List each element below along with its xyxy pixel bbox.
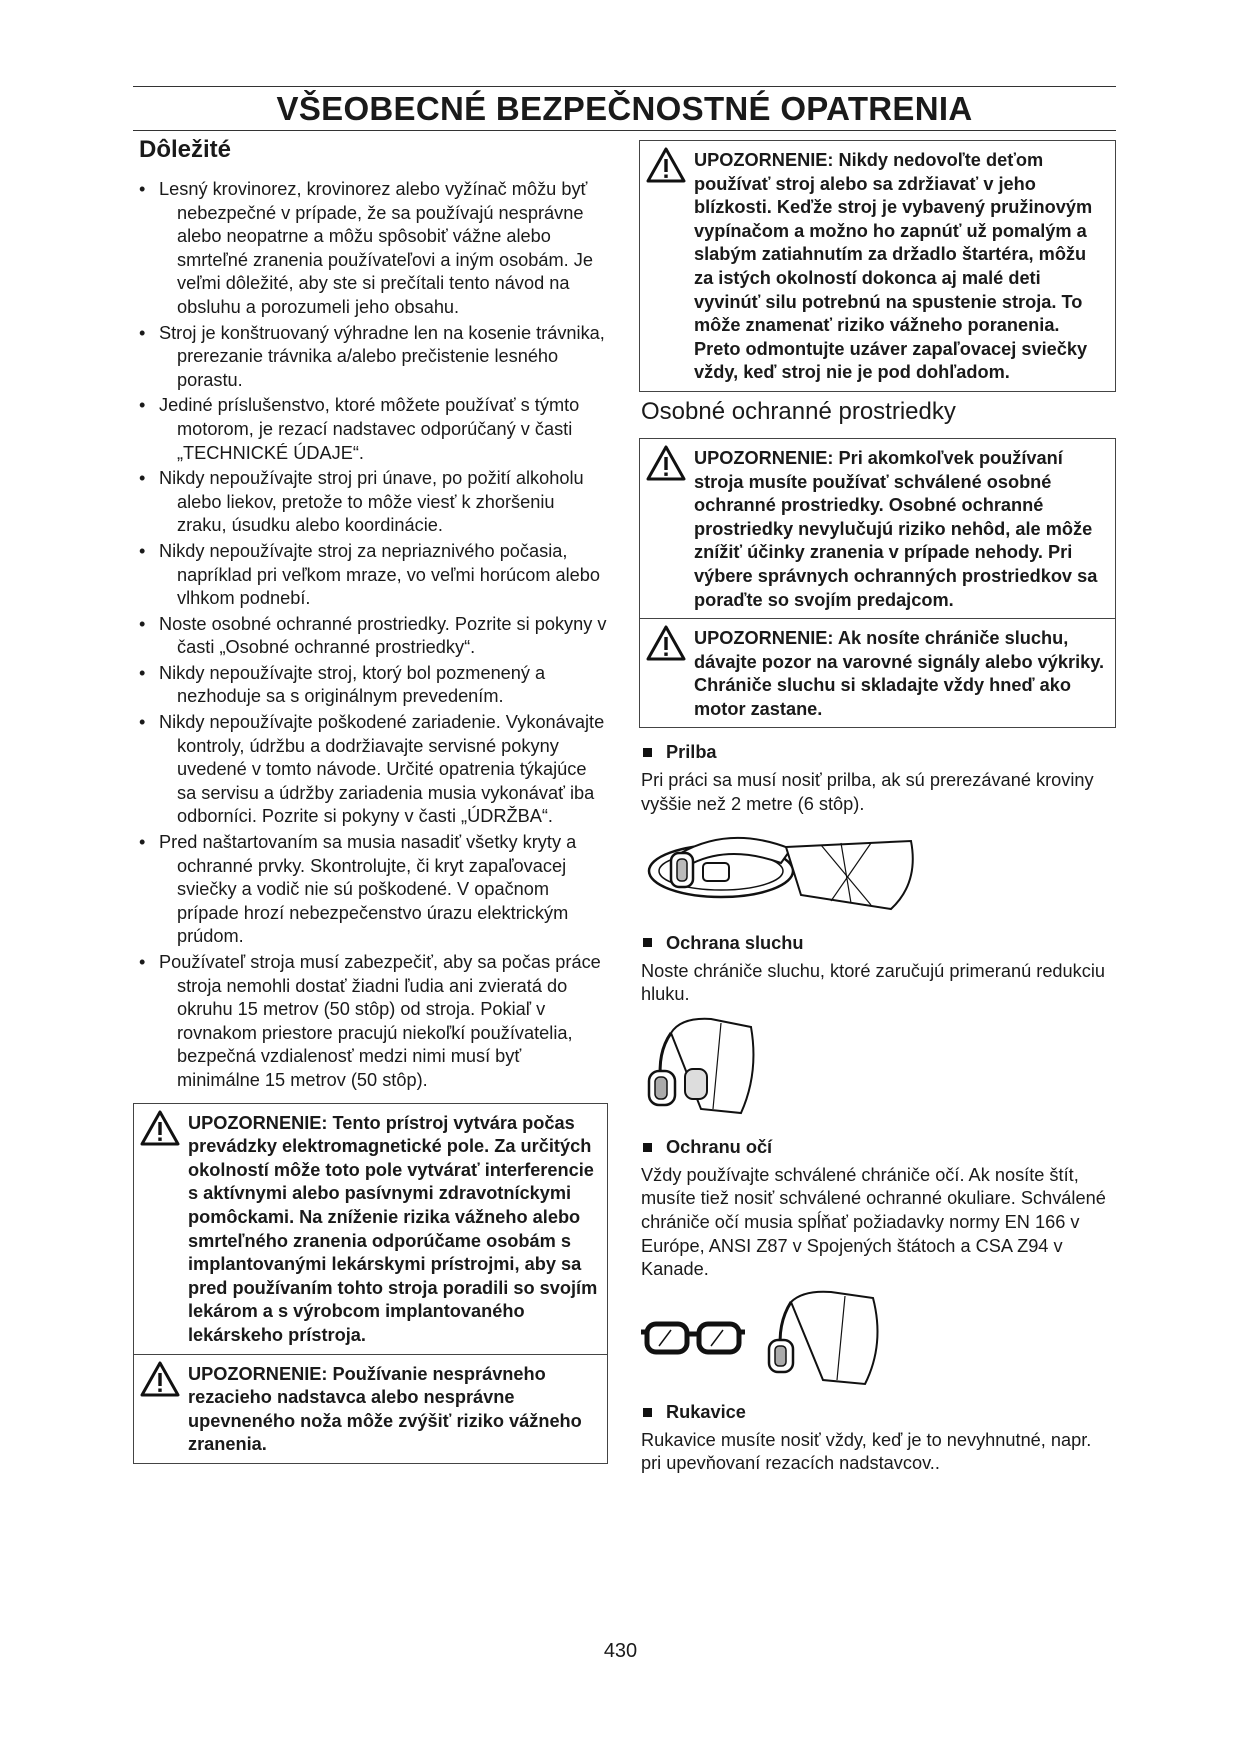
subheading-eyes: Ochranu očí <box>641 1137 1116 1158</box>
warning-box-ppe <box>639 438 1116 729</box>
square-bullet-icon <box>643 1408 652 1417</box>
page-number: 430 <box>603 1640 638 1662</box>
hearing-text: Noste chrániče sluchu, ktoré zaručujú primeranú redukciu hluku. <box>641 960 1106 1005</box>
warning-triangle-icon <box>646 445 686 481</box>
page-title: VŠEOBECNÉ BEZPEČNOSTNÉ OPATRENIA <box>276 90 973 127</box>
warning-box-children <box>639 140 1116 392</box>
bullet-icon: • <box>139 832 146 853</box>
bullet-icon: • <box>139 540 146 561</box>
square-bullet-icon <box>643 748 652 757</box>
bullet-icon: • <box>139 468 146 489</box>
warning-emf: UPOZORNENIE: Tento prístroj vytvára počas prevádzky elektromagnetické pole. Za určitých okolností môže toto pole vytvárať interferencie s aktívnymi alebo pasívnymi zdravotníckymi pomôckami. Na zníženie rizika vážneho alebo smrteľného zranenia odporúčame osobám s implantovanými lekárskymi prístrojmi, aby sa pred používaním tohto stroja poradili so svojím lekárom a s výrobcom implantovaného lekárskeho prístroja. <box>134 1104 607 1354</box>
hearing-protector-illustration <box>641 1013 761 1123</box>
warning-triangle-icon <box>646 147 686 183</box>
subheading-helmet: Prilba <box>641 742 1116 763</box>
left-column <box>133 136 608 1464</box>
title-underline <box>133 130 1116 131</box>
warning-children: UPOZORNENIE: Nikdy nedovoľte deťom používať stroj alebo sa zdržiavať v jeho blízkosti. Keďže stroj je vybavený pružinovým vypínačom a možno ho zapnúť už pomalým a slabým zatiahnutím za držadlo štartéra, môžu za istých okolností dokonca aj malé deti vyvinúť silu potrebnú na spustenie stroja. To môže znamenať riziko vážneho poranenia. Preto odmontujte uzáver zapaľovacej sviečky vždy, keď stroj nie je pod dohľadom. <box>640 141 1115 391</box>
helmet-illustration <box>641 823 921 919</box>
subheading-hearing: Ochrana sluchu <box>641 933 1116 954</box>
bullet-icon: • <box>139 179 146 199</box>
bullet-icon: • <box>139 952 146 972</box>
warning-ppe: UPOZORNENIE: Pri akomkoľvek používaní stroja musíte používať schválené osobné ochranné prostriedky. Osobné ochranné prostriedky nevylučujú riziko nehôd, ale môže znížiť účinky zranenia v prípade nehody. Pri výbere správnych ochranných prostriedkov sa poraďte so svojím predajcom. <box>640 439 1115 618</box>
list-item: • Stroj je konštruovaný výhradne len na kosenie trávnika, prerezanie trávnika a/alebo prečistenie lesného porastu. <box>139 322 605 390</box>
list-item: • Jediné príslušenstvo, ktoré môžete používať s týmto motorom, je rezací nadstavec odporúčaný v časti „TECHNICKÉ ÚDAJE“. <box>139 395 580 463</box>
bullet-icon: • <box>139 322 146 343</box>
warning-triangle-icon <box>646 625 686 661</box>
square-bullet-icon <box>643 938 652 947</box>
bullet-icon: • <box>139 662 146 683</box>
square-bullet-icon <box>643 1143 652 1152</box>
eye-protection-illustration <box>641 1288 891 1388</box>
list-item: • Nikdy nepoužívajte stroj za nepriaznivého počasia, napríklad pri veľkom mraze, vo veľmi horúcom alebo vlhkom podnebí. <box>139 540 601 609</box>
gloves-text: Rukavice musíte nosiť vždy, keď je to nevyhnutné, napr. pri upevňovaní rezacích nadstavcov.. <box>641 1429 1092 1474</box>
face-shield-icon <box>769 1292 878 1384</box>
right-column <box>639 140 1116 1482</box>
warning-hearing: UPOZORNENIE: Ak nosíte chrániče sluchu, dávajte pozor na varovné signály alebo výkriky. Chrániče sluchu si skladajte vždy hneď ako motor zastane. <box>640 618 1115 727</box>
warning-triangle-icon <box>140 1361 180 1397</box>
section-heading-ppe: Osobné ochranné prostriedky <box>641 397 956 425</box>
list-item: • Nikdy nepoužívajte stroj, ktorý bol pozmenený a nezhoduje sa s originálnym prevedením. <box>139 662 546 707</box>
safety-glasses-icon <box>641 1324 745 1352</box>
list-item: • Používateľ stroja musí zabezpečiť, aby sa počas práce stroja nemohli dostať žiadni ľudia ani zvieratá do okruhu 15 metrov (50 stôp) od stroja. Pokiaľ v rovnakom priestore pracujú niekoľkí používatelia, bezpečná vzdialenosť medzi nimi musí byť minimálne 15 metrov (50 stôp). <box>139 952 601 1090</box>
list-item: • Nikdy nepoužívajte poškodené zariadenie. Vykonávajte kontroly, údržbu a dodržiavajte servisné pokyny uvedené v tomto návode. Určité opatrenia týkajúce sa servisu a údržby zariadenia musia vykonávať iba odborníci. Pozrite si pokyny v časti „ÚDRŽBA“. <box>139 712 605 827</box>
section-heading-important: Dôležité <box>139 136 232 163</box>
list-item: • Lesný krovinorez, krovinorez alebo vyžínač môžu byť nebezpečné v prípade, že sa používajú nesprávne alebo neopatrne a môžu spôsobiť vážne alebo smrteľné zranenia používateľovi a iným osobám. Je veľmi dôležité, aby ste si prečítali tento návod na obsluhu a porozumeli jeho obsahu. <box>139 179 593 317</box>
helmet-text: Pri práci sa musí nosiť prilba, ak sú prerezávané kroviny vyššie než 2 metre (6 stôp). <box>641 770 1094 815</box>
warning-box-emf <box>133 1103 608 1464</box>
bullet-icon: • <box>139 712 146 733</box>
warning-triangle-icon <box>140 1110 180 1146</box>
subheading-gloves: Rukavice <box>641 1402 1116 1423</box>
warning-cutting-attachment: UPOZORNENIE: Používanie nesprávneho rezacieho nadstavca alebo nesprávne upevneného noža môže zvýšiť riziko vážneho zranenia. <box>134 1354 607 1463</box>
list-item: • Pred naštartovaním sa musia nasadiť všetky kryty a ochranné prvky. Skontrolujte, či kryt zapaľovacej sviečky a vodič nie sú poškodené. V opačnom prípade hrozí nebezpečenstvo úrazu elektrickým prúdom. <box>139 832 577 947</box>
list-item: • Nikdy nepoužívajte stroj pri únave, po požití alkoholu alebo liekov, pretože to môže viesť k zhoršeniu zraku, úsudku alebo koordinácie. <box>139 468 584 536</box>
top-rule <box>133 86 1116 87</box>
bullet-icon: • <box>139 613 146 634</box>
bullet-icon: • <box>139 395 146 416</box>
important-list <box>133 178 608 1093</box>
eyes-text: Vždy používajte schválené chrániče očí. Ak nosíte štít, musíte tiež nosiť schválené ochranné okuliare. Schválené chrániče očí musia spĺňať požiadavky normy EN 166 v Európe, ANSI Z87 v Spojených štátoch a CSA Z94 v Kanade. <box>641 1164 1106 1280</box>
list-item: • Noste osobné ochranné prostriedky. Pozrite si pokyny v časti „Osobné ochranné prostriedky“. <box>139 613 607 658</box>
